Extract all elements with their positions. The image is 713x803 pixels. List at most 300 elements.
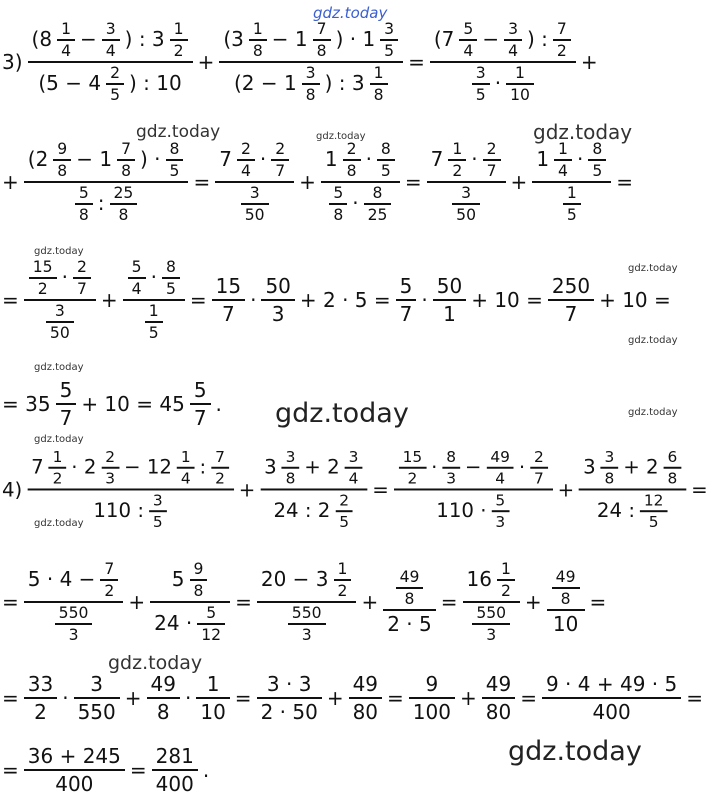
- math-text: ·: [471, 146, 478, 171]
- math-text: 15: [215, 274, 242, 298]
- fraction-bar: [261, 299, 294, 301]
- fraction-bar: [664, 467, 682, 469]
- numerator: [128, 258, 146, 276]
- numerator: [51, 302, 69, 320]
- math-text: =: [404, 170, 422, 194]
- fraction: [377, 140, 395, 180]
- math-text: 50: [244, 206, 265, 224]
- numerator: [554, 140, 572, 158]
- math-text: 24 : 2: [273, 497, 331, 522]
- fraction-bar: [271, 159, 289, 161]
- denominator: [448, 162, 466, 180]
- math-text: 2: [240, 140, 251, 158]
- denominator: [241, 206, 269, 224]
- math-text: 8: [316, 42, 327, 60]
- math-text: (8: [31, 26, 53, 51]
- fraction-bar: [24, 181, 189, 183]
- fraction-bar: [117, 159, 135, 161]
- math-text: 1: [443, 302, 456, 326]
- watermark: gdz.today: [108, 652, 203, 674]
- denominator: [588, 162, 606, 180]
- math-text: :: [97, 190, 105, 215]
- numerator: [257, 560, 357, 600]
- numerator: [472, 604, 510, 622]
- denominator: [313, 42, 331, 60]
- numerator: [110, 184, 138, 202]
- math-text: 1: [515, 64, 525, 82]
- fraction-bar: [334, 579, 352, 581]
- math-text: 3: [604, 448, 615, 466]
- math-text: :: [199, 454, 207, 479]
- denominator: [230, 64, 393, 104]
- fraction-bar: [313, 39, 331, 41]
- fraction: [552, 568, 580, 608]
- fraction: [288, 604, 326, 644]
- fraction-bar: [396, 299, 417, 301]
- math-text: + 2 · 5 =: [299, 288, 391, 312]
- math-text: 8: [252, 42, 263, 60]
- math-text: 2: [534, 448, 544, 466]
- math-text: 1: [61, 20, 71, 38]
- numerator: [177, 448, 195, 466]
- denominator: [370, 86, 388, 104]
- denominator: [345, 470, 363, 488]
- math-text: 1: [566, 184, 577, 202]
- numerator: [101, 448, 119, 466]
- fraction-bar: [497, 579, 515, 581]
- denominator: [73, 280, 91, 298]
- math-text: 4): [1, 477, 23, 502]
- numerator: [547, 568, 585, 608]
- denominator: [504, 42, 522, 60]
- denominator: [349, 700, 382, 724]
- math-text: +: [238, 477, 256, 502]
- numerator: [100, 560, 118, 578]
- fraction: [29, 258, 57, 298]
- denominator: [149, 513, 167, 531]
- math-text: ) · 1: [335, 26, 376, 51]
- fraction: [249, 20, 267, 60]
- denominator: [497, 582, 515, 600]
- fraction: [380, 20, 398, 60]
- watermark: gdz.today: [628, 263, 678, 274]
- math-text: 1: [206, 672, 220, 696]
- denominator: [558, 184, 586, 224]
- math-text: +: [580, 50, 598, 74]
- fraction-bar: [215, 181, 294, 183]
- math-text: 5: [475, 86, 486, 104]
- math-text: 1: [536, 146, 550, 171]
- math-text: 1: [252, 20, 263, 38]
- math-text: 1: [500, 560, 511, 578]
- math-text: 3 · 3: [266, 672, 312, 696]
- fraction-bar: [56, 403, 77, 405]
- denominator: [645, 513, 663, 531]
- denominator: [364, 206, 392, 224]
- numerator: [588, 140, 606, 158]
- fraction-bar: [547, 609, 585, 611]
- math-text: =: [520, 686, 537, 710]
- math-text: ) ·: [139, 146, 161, 171]
- math-text: 80: [352, 700, 379, 724]
- numerator: [532, 140, 611, 180]
- math-text: =: [129, 758, 147, 782]
- fraction: [383, 568, 436, 636]
- fraction: [396, 274, 417, 326]
- math-text: +: [100, 288, 118, 312]
- math-text: 3: [152, 491, 163, 510]
- fraction: [472, 604, 510, 644]
- numerator: [396, 568, 424, 586]
- fraction: [147, 672, 180, 724]
- watermark: gdz.today: [34, 434, 84, 445]
- fraction-bar: [532, 181, 611, 183]
- fraction: [394, 448, 553, 531]
- fraction-bar: [552, 587, 580, 589]
- fraction-bar: [260, 488, 367, 490]
- math-text: 8: [169, 140, 180, 158]
- fraction-bar: [196, 697, 229, 699]
- fraction: [497, 560, 515, 600]
- numerator: [329, 184, 347, 202]
- numerator: [345, 448, 363, 466]
- fraction: [110, 184, 138, 224]
- math-text: 8: [446, 448, 457, 466]
- numerator: [190, 378, 211, 402]
- math-text: =: [686, 686, 703, 710]
- denominator: [563, 206, 581, 224]
- denominator: [211, 470, 229, 488]
- denominator: [271, 162, 289, 180]
- fraction-bar: [162, 277, 180, 279]
- numerator: [601, 448, 619, 466]
- math-text: 3: [285, 448, 296, 466]
- math-text: 5: [193, 378, 207, 402]
- fraction: [588, 140, 606, 180]
- math-text: 2: [337, 582, 348, 600]
- numerator: [343, 140, 361, 158]
- fraction-bar: [27, 488, 234, 490]
- fraction: [27, 448, 234, 531]
- fraction: [472, 64, 490, 104]
- math-text: 7: [121, 140, 131, 158]
- math-text: 33: [27, 672, 54, 696]
- math-text: ) : 3: [124, 26, 165, 51]
- denominator: [557, 590, 575, 608]
- fraction: [313, 20, 331, 60]
- math-text: 2: [104, 582, 115, 600]
- math-text: 4: [180, 469, 191, 488]
- numerator: [563, 184, 581, 202]
- watermark: gdz.today: [34, 362, 84, 373]
- fraction: [24, 744, 125, 796]
- denominator: [664, 470, 682, 488]
- numerator: [486, 448, 513, 466]
- line-3-answer: [0, 378, 224, 430]
- denominator: [170, 42, 188, 60]
- numerator: [552, 568, 580, 586]
- fraction: [491, 491, 509, 530]
- math-text: 3: [461, 184, 472, 202]
- math-text: 50: [265, 274, 291, 298]
- fraction-bar: [396, 587, 424, 589]
- math-text: 2: [37, 280, 48, 298]
- denominator: [114, 206, 132, 224]
- math-text: 15: [32, 258, 53, 276]
- math-text: 7: [486, 162, 497, 180]
- denominator: [50, 604, 98, 644]
- numerator: [24, 672, 57, 696]
- math-text: 3: [249, 184, 260, 202]
- fraction: [57, 20, 75, 60]
- numerator: [202, 604, 220, 622]
- fraction: [73, 258, 91, 298]
- numerator: [542, 672, 681, 696]
- math-text: 2: [452, 162, 463, 180]
- denominator: [561, 302, 582, 326]
- fraction: [211, 448, 229, 487]
- denominator: [106, 86, 124, 104]
- fraction-bar: [24, 601, 124, 603]
- numerator: [261, 274, 294, 298]
- denominator: [190, 582, 208, 600]
- fraction-bar: [345, 467, 363, 469]
- fraction-bar: [321, 181, 400, 183]
- denominator: [56, 406, 77, 430]
- math-text: 8: [57, 162, 68, 180]
- fraction: [532, 140, 611, 224]
- numerator: [28, 20, 193, 60]
- fraction: [452, 184, 480, 224]
- fraction: [448, 140, 466, 180]
- fraction: [504, 20, 522, 60]
- denominator: [302, 86, 320, 104]
- math-text: 7: [215, 448, 225, 466]
- math-text: ) : 3: [324, 70, 365, 95]
- math-text: +: [2, 170, 19, 194]
- watermark: gdz.today: [275, 398, 409, 429]
- numerator: [29, 258, 57, 276]
- math-text: + 2: [623, 454, 659, 479]
- math-text: 550: [77, 700, 116, 724]
- fraction-bar: [145, 321, 163, 323]
- math-text: 8: [118, 206, 129, 224]
- fraction: [56, 378, 77, 430]
- math-text: 8: [560, 590, 571, 608]
- math-text: 4: [558, 162, 568, 180]
- denominator: [153, 700, 174, 724]
- numerator: [349, 672, 382, 696]
- math-text: 3: [264, 454, 277, 479]
- math-text: 7: [104, 560, 115, 578]
- math-text: 49: [150, 672, 176, 696]
- denominator: [452, 206, 480, 224]
- fraction-bar: [29, 277, 57, 279]
- numerator: [168, 560, 213, 600]
- numerator: [394, 448, 553, 487]
- math-text: 50: [49, 324, 70, 342]
- fraction-bar: [257, 697, 322, 699]
- line-3-row-2: [0, 140, 635, 224]
- numerator: [334, 560, 352, 578]
- fraction-bar: [442, 467, 460, 469]
- denominator: [482, 700, 515, 724]
- fraction-bar: [563, 203, 581, 205]
- numerator: [548, 274, 594, 298]
- fraction: [24, 258, 96, 342]
- fraction-bar: [49, 467, 67, 469]
- fraction-bar: [57, 39, 75, 41]
- math-text: 250: [551, 274, 591, 298]
- math-text: − 12: [123, 454, 172, 479]
- denominator: [482, 626, 500, 644]
- numerator: [24, 744, 125, 768]
- denominator: [218, 302, 239, 326]
- math-text: 4: [240, 162, 251, 180]
- fraction: [459, 20, 477, 60]
- math-text: 2: [76, 258, 87, 276]
- fraction-bar: [249, 39, 267, 41]
- math-text: 3: [271, 302, 285, 326]
- math-text: 4: [508, 42, 518, 60]
- denominator: [162, 280, 180, 298]
- numerator: [249, 20, 267, 38]
- denominator: [128, 280, 146, 298]
- fraction-bar: [75, 203, 93, 205]
- math-text: 8: [333, 206, 344, 224]
- numerator: [391, 568, 429, 608]
- math-text: 5: [131, 258, 142, 276]
- numerator: [73, 258, 91, 276]
- fraction: [334, 560, 352, 600]
- fraction: [345, 448, 363, 487]
- fraction-bar: [483, 159, 501, 161]
- math-text: ·: [365, 146, 372, 171]
- denominator: [282, 470, 300, 488]
- denominator: [30, 700, 51, 724]
- fraction-bar: [170, 39, 188, 41]
- denominator: [377, 162, 395, 180]
- numerator: [579, 448, 686, 487]
- math-text: +: [557, 477, 575, 502]
- fraction: [128, 258, 146, 298]
- math-text: − 1: [271, 26, 308, 51]
- math-text: 8: [373, 86, 384, 104]
- math-text: 2 · 50: [260, 700, 318, 724]
- math-text: 8: [305, 86, 316, 104]
- math-text: ) : 10: [129, 70, 182, 95]
- denominator: [257, 700, 322, 724]
- math-text: 5: [59, 378, 73, 402]
- math-text: ·: [61, 264, 68, 289]
- fraction: [542, 672, 681, 724]
- math-text: 2: [34, 700, 47, 724]
- fraction: [563, 184, 581, 224]
- math-text: 5: [384, 42, 395, 60]
- math-text: =: [2, 686, 19, 710]
- fraction: [197, 604, 225, 644]
- fraction-bar: [364, 203, 392, 205]
- fraction: [343, 140, 361, 180]
- math-text: 110 ·: [436, 497, 487, 522]
- numerator: [422, 672, 443, 696]
- fraction: [271, 140, 289, 180]
- fraction: [55, 604, 93, 644]
- math-text: 16: [466, 566, 492, 591]
- fraction-bar: [459, 39, 477, 41]
- numerator: [166, 140, 184, 158]
- math-text: 3: [305, 64, 316, 82]
- fraction-bar: [190, 403, 211, 405]
- denominator: [268, 302, 289, 326]
- math-text: 2: [346, 140, 357, 158]
- watermark: gdz.today: [628, 407, 678, 418]
- math-text: 9: [193, 560, 204, 578]
- math-text: =: [408, 50, 425, 74]
- math-text: 7: [59, 406, 73, 430]
- fraction: [24, 560, 124, 644]
- numerator: [483, 140, 501, 158]
- math-text: 1: [373, 64, 384, 82]
- fraction: [364, 184, 392, 224]
- denominator: [459, 42, 477, 60]
- numerator: [24, 560, 124, 600]
- math-text: =: [2, 590, 19, 614]
- fraction: [149, 491, 167, 530]
- denominator: [197, 626, 225, 644]
- watermark: gdz.today: [34, 518, 84, 529]
- numerator: [482, 672, 515, 696]
- fraction-bar: [380, 39, 398, 41]
- numerator: [457, 184, 475, 202]
- math-text: 8: [156, 700, 170, 724]
- numerator: [377, 140, 395, 158]
- denominator: [491, 470, 509, 488]
- fraction: [321, 140, 400, 224]
- math-text: ·: [150, 264, 157, 289]
- denominator: [41, 302, 79, 342]
- math-text: 49: [399, 568, 420, 586]
- math-text: 1: [52, 448, 63, 466]
- math-text: ·: [494, 70, 502, 95]
- math-text: 8: [78, 206, 89, 224]
- fraction: [170, 20, 188, 60]
- math-text: (2 − 1: [233, 70, 297, 95]
- numerator: [396, 274, 417, 298]
- math-text: ·: [259, 146, 267, 171]
- denominator: [140, 302, 168, 342]
- fraction: [302, 64, 320, 104]
- math-text: 2: [173, 42, 184, 60]
- math-text: =: [234, 686, 252, 710]
- denominator: [166, 162, 184, 180]
- fraction: [237, 140, 255, 180]
- math-text: 5: [169, 162, 180, 180]
- math-text: 3: [495, 513, 506, 531]
- fraction: [150, 560, 230, 644]
- denominator: [472, 86, 490, 104]
- math-text: =: [616, 170, 634, 194]
- math-text: ·: [576, 146, 584, 171]
- math-text: 5: [333, 184, 344, 202]
- fraction-bar: [430, 61, 576, 63]
- math-text: 2: [275, 140, 286, 158]
- math-text: =: [440, 590, 458, 614]
- fraction-bar: [53, 159, 71, 161]
- fraction: [28, 20, 193, 104]
- numerator: [430, 20, 576, 60]
- numerator: [497, 560, 515, 578]
